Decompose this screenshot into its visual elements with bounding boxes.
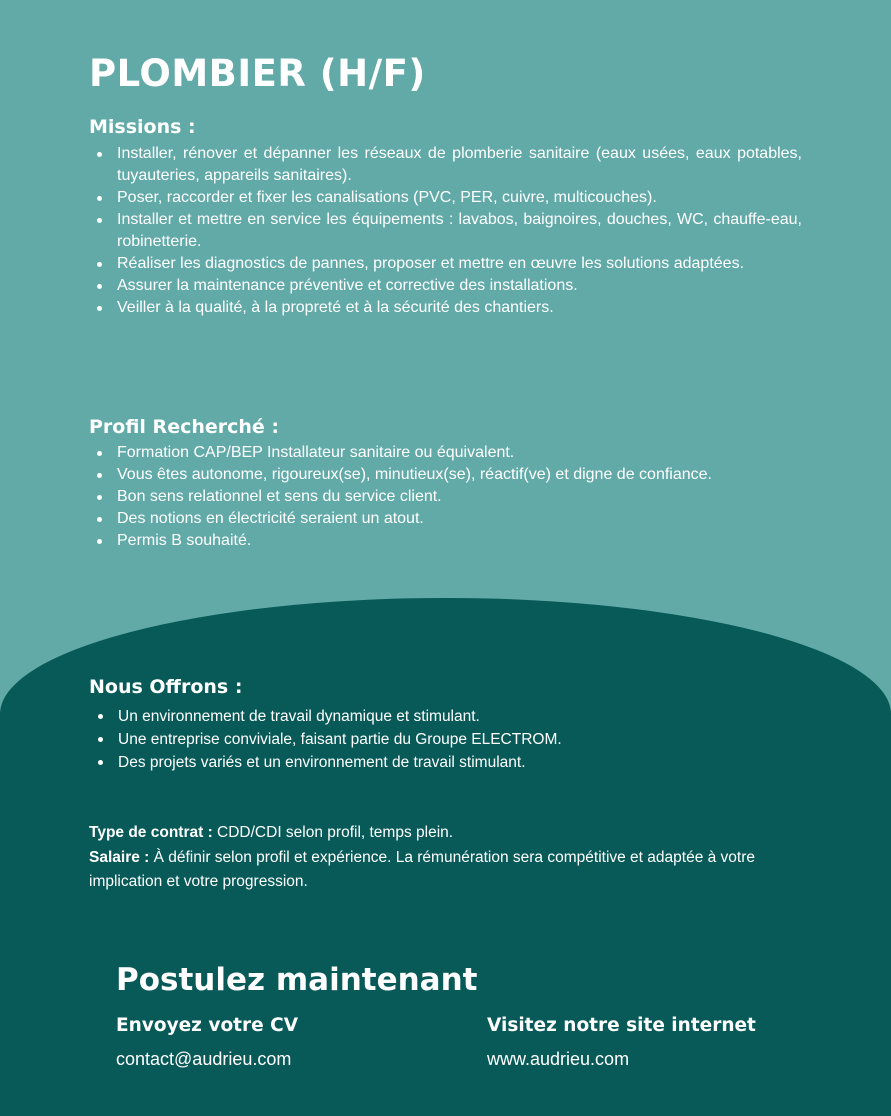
contract-conditions <box>89 821 804 895</box>
website-heading: Visitez notre site internet <box>487 1015 756 1036</box>
contract-type-value: CDD/CDI selon profil, temps plein. <box>212 824 454 841</box>
cta-title: Postulez maintenant <box>116 962 478 998</box>
website-link[interactable]: www.audrieu.com <box>487 1049 630 1069</box>
list-item: Installer et mettre en service les équipements : lavabos, baignoires, douches, WC, chauffe-eau, robinetterie. <box>89 209 802 253</box>
profil-heading: Profil Recherché : <box>89 416 280 438</box>
list-item: Poser, raccorder et fixer les canalisations (PVC, PER, cuivre, multicouches). <box>89 187 802 209</box>
missions-heading: Missions : <box>89 116 196 138</box>
list-item: Vous êtes autonome, rigoureux(se), minutieux(se), réactif(ve) et digne de confiance. <box>89 464 802 486</box>
list-item: Des notions en électricité seraient un atout. <box>89 508 802 530</box>
contract-type <box>89 821 804 846</box>
offre-heading: Nous Offrons : <box>89 676 243 698</box>
offre-list <box>90 705 802 774</box>
list-item: Une entreprise conviviale, faisant partie du Groupe ELECTROM. <box>90 728 802 751</box>
cv-heading: Envoyez votre CV <box>116 1015 299 1036</box>
job-title: PLOMBIER (H/F) <box>89 52 426 95</box>
list-item: Réaliser les diagnostics de pannes, proposer et mettre en œuvre les solutions adaptées. <box>89 253 802 275</box>
list-item: Veiller à la qualité, à la propreté et à la sécurité des chantiers. <box>89 297 802 319</box>
salary <box>89 846 804 895</box>
list-item: Installer, rénover et dépanner les réseaux de plomberie sanitaire (eaux usées, eaux potables, tuyauteries, appareils sanitaires). <box>89 143 802 187</box>
list-item: Un environnement de travail dynamique et stimulant. <box>90 705 802 728</box>
list-item: Bon sens relationnel et sens du service client. <box>89 486 802 508</box>
list-item: Formation CAP/BEP Installateur sanitaire ou équivalent. <box>89 442 802 464</box>
contract-type-label: Type de contrat : <box>89 824 213 841</box>
contact-email-link[interactable]: contact@audrieu.com <box>116 1049 292 1069</box>
profil-list <box>89 442 802 552</box>
salary-value: À définir selon profil et expérience. La rémunération sera compétitive et adaptée à votre implication et votre progression. <box>89 848 756 890</box>
list-item: Des projets variés et un environnement de travail stimulant. <box>90 751 802 774</box>
missions-list <box>89 143 802 319</box>
list-item: Assurer la maintenance préventive et corrective des installations. <box>89 275 802 297</box>
list-item: Permis B souhaité. <box>89 530 802 552</box>
salary-label: Salaire : <box>89 848 150 866</box>
